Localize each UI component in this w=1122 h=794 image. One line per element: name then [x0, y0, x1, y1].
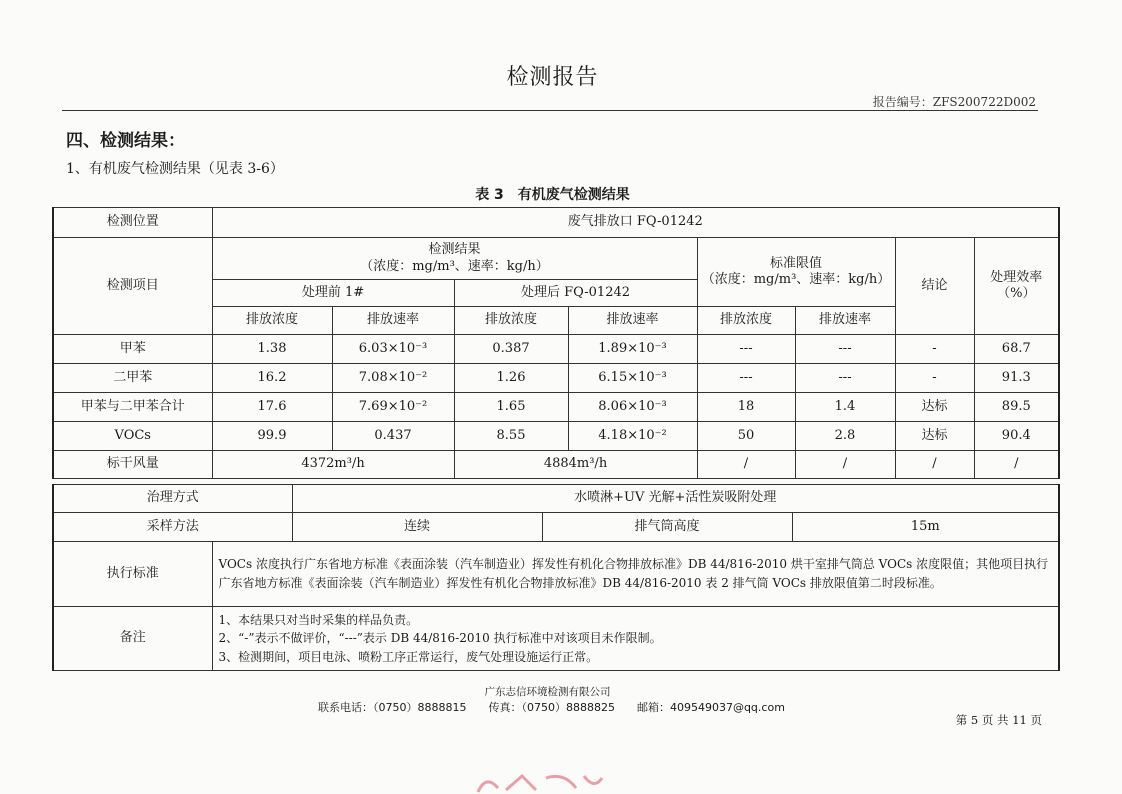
before-conc: 99.9 [212, 422, 332, 451]
limit-conc: --- [697, 364, 795, 393]
remark-label: 备注 [53, 607, 212, 671]
efficiency: 89.5 [974, 393, 1059, 422]
footer-contact: 联系电话：（0750）8888815 传真：（0750）8888825 邮箱：409549037@qq.com [318, 701, 785, 714]
table-row [53, 364, 1059, 393]
before-rate: 0.437 [332, 422, 454, 451]
stack-label: 排气筒高度 [542, 513, 792, 542]
after-rate: 1.89×10⁻³ [568, 335, 697, 364]
flow-before: 4372m³/h [212, 451, 454, 479]
limit-conc-header: 排放浓度 [697, 307, 795, 335]
flow-label: 标干风量 [53, 451, 212, 479]
remark-list [212, 607, 1059, 671]
after-rate: 4.18×10⁻² [568, 422, 697, 451]
conclusion: - [895, 364, 974, 393]
after-conc-header: 排放浓度 [454, 307, 568, 335]
after-conc: 1.65 [454, 393, 568, 422]
flow-limit-rate: / [795, 451, 895, 479]
remark-item: 2、“-”表示不做评价，“---”表示 DB 44/816-2010 执行标准中对该项目未作限制。 [218, 631, 662, 646]
data-rows [53, 335, 1059, 451]
conclusion: 达标 [895, 422, 974, 451]
limit-conc: 18 [697, 393, 795, 422]
limit-conc: --- [697, 335, 795, 364]
before-conc: 1.38 [212, 335, 332, 364]
result-header-line2: （浓度：mg/m³、速率：kg/h） [360, 258, 549, 274]
page-number: 第 5 页 共 11 页 [955, 713, 1042, 727]
sampling-label: 采样方法 [53, 513, 292, 542]
seal-stamp [476, 770, 606, 794]
remark-item: 1、本结果只对当时采集的样品负责。 [218, 612, 419, 627]
table-row [53, 422, 1059, 451]
limit-header-line1: 标准限值 [769, 255, 822, 271]
flow-conclusion: / [895, 451, 974, 479]
report-number: 报告编号：ZFS200722D002 [872, 95, 1036, 109]
conclusion: - [895, 335, 974, 364]
footer-company: 广东志信环境检测有限公司 [484, 686, 611, 698]
after-rate: 6.15×10⁻³ [568, 364, 697, 393]
before-conc: 16.2 [212, 364, 332, 393]
standard-label: 执行标准 [53, 542, 212, 607]
subsection-title: 1、有机废气检测结果（见表 3-6） [66, 161, 284, 177]
after-conc: 1.26 [454, 364, 568, 393]
before-rate: 6.03×10⁻³ [332, 335, 454, 364]
before-rate: 7.08×10⁻² [332, 364, 454, 393]
efficiency-header-line2: （%） [997, 286, 1036, 301]
limit-rate-header: 排放速率 [795, 307, 895, 335]
table-caption: 表 3 有机废气检测结果 [475, 187, 630, 203]
efficiency: 90.4 [974, 422, 1059, 451]
efficiency-header-line1: 处理效率 [990, 269, 1043, 285]
limit-conc: 50 [697, 422, 795, 451]
after-rate-header: 排放速率 [568, 307, 697, 335]
result-header-line1: 检测结果 [428, 242, 481, 258]
result-header [212, 238, 697, 280]
flow-limit-conc: / [697, 451, 795, 479]
efficiency: 91.3 [974, 364, 1059, 393]
treatment-label: 治理方式 [53, 485, 292, 513]
after-conc: 8.55 [454, 422, 568, 451]
row-name: 二甲苯 [53, 364, 212, 393]
treatment-table [52, 484, 1060, 542]
limit-rate: --- [795, 335, 895, 364]
conclusion-header: 结论 [895, 238, 974, 335]
treatment-value: 水喷淋+UV 光解+活性炭吸附处理 [292, 485, 1059, 513]
after-conc: 0.387 [454, 335, 568, 364]
document-title: 检测报告 [506, 65, 599, 90]
limit-header-line2: （浓度：mg/m³、速率：kg/h） [701, 272, 891, 287]
flow-efficiency: / [974, 451, 1059, 479]
limit-header [697, 238, 895, 307]
location-value: 废气排放口 FQ-01242 [212, 208, 1059, 238]
before-conc: 17.6 [212, 393, 332, 422]
remark-item: 3、检测期间，项目电泳、喷粉工序正常运行，废气处理设施运行正常。 [218, 649, 599, 664]
section-title: 四、检测结果： [66, 131, 185, 151]
results-table [52, 207, 1060, 479]
conclusion: 达标 [895, 393, 974, 422]
after-header: 处理后 FQ-01242 [454, 280, 697, 307]
standard-text: VOCs 浓度执行广东省地方标准《表面涂装（汽车制造业）挥发性有机化合物排放标准》DB 44/816-2010 烘干室排气筒总 VOCs 浓度限值；其他项目执行广东省地方标准《表面涂装（汽车制造业）挥发性有机化合物排放标准》DB 44/816-2010 表 2 排气筒 VOCs 排放限值第二时段标准。 [212, 542, 1059, 607]
limit-rate: 2.8 [795, 422, 895, 451]
limit-rate: --- [795, 364, 895, 393]
row-name: VOCs [53, 422, 212, 451]
efficiency: 68.7 [974, 335, 1059, 364]
table-row [53, 335, 1059, 364]
flow-after: 4884m³/h [454, 451, 697, 479]
after-rate: 8.06×10⁻³ [568, 393, 697, 422]
before-rate: 7.69×10⁻² [332, 393, 454, 422]
standard-table [52, 541, 1060, 671]
location-label: 检测位置 [53, 208, 212, 238]
item-label: 检测项目 [53, 238, 212, 335]
efficiency-header [974, 238, 1059, 335]
before-conc-header: 排放浓度 [212, 307, 332, 335]
header-divider [62, 110, 1038, 111]
row-name: 甲苯 [53, 335, 212, 364]
table-row [53, 393, 1059, 422]
limit-rate: 1.4 [795, 393, 895, 422]
stack-value: 15m [792, 513, 1059, 542]
before-rate-header: 排放速率 [332, 307, 454, 335]
sampling-value: 连续 [292, 513, 542, 542]
before-header: 处理前 1# [212, 280, 454, 307]
row-name: 甲苯与二甲苯合计 [53, 393, 212, 422]
